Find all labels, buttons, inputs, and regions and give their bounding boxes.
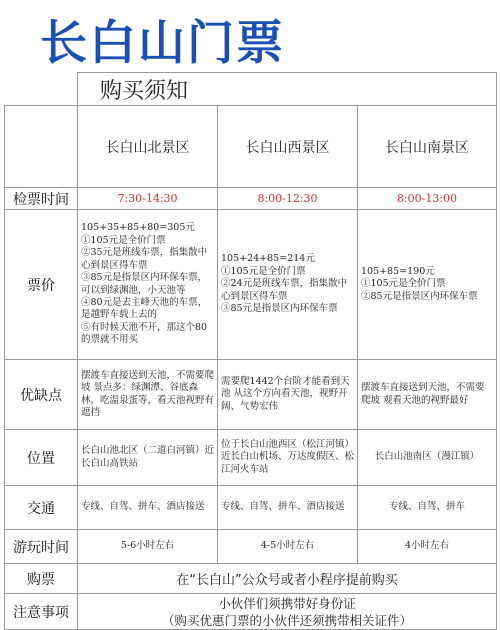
price-north-line: ③85元是指景区内环保车票，可以到绿渊池，小天池等 (81, 272, 208, 296)
blank-corner (5, 73, 78, 106)
ticket-info-table (4, 72, 497, 630)
pros-north: 摆渡车直接送到天池，不需要爬坡 景点多：绿渊潭、谷底森林，吃温泉蛋等，看天池视野有遮挡 (78, 360, 218, 430)
transport-south: 专线、自驾、拼车 (358, 486, 497, 530)
price-row (5, 210, 497, 360)
price-north (78, 210, 218, 360)
price-south-line: 105+85=190元 (361, 265, 435, 277)
price-north-line: ⑤有时候天池不开，那这个80的票就不用买 (81, 321, 208, 346)
page-title: 长白山门票 (40, 16, 285, 71)
duration-row (5, 530, 497, 564)
price-north-line: ④80元是去主峰天池的车票，是越野车载上去的 (81, 296, 208, 321)
area-header-row (5, 106, 497, 188)
transport-west: 专线、自驾、拼车、酒店接送 (218, 486, 358, 530)
price-west-line: ③85元是指景区内环保车票 (221, 303, 338, 315)
checkin-south: 8:00-13:00 (358, 188, 497, 210)
price-north-line: ①105元是全价门票 (81, 234, 166, 246)
price-north-line: ②35元是班线车票，指集散中心到景区得车票 (81, 247, 208, 271)
area-north: 长白山北景区 (78, 106, 218, 188)
transport-row (5, 486, 497, 530)
checkin-north: 7:30-14:30 (78, 188, 218, 210)
pros-row (5, 360, 497, 430)
duration-south: 4小时左右 (358, 530, 497, 564)
location-row (5, 430, 497, 486)
price-south-line: ②85元是指景区内环保车票 (361, 290, 478, 302)
blank-header-cell (5, 106, 78, 188)
buy-row (5, 564, 497, 594)
notes-text (78, 594, 497, 630)
buy-instructions: 在“长白山”公众号或者小程序提前购买 (78, 564, 497, 594)
checkin-west: 8:00-12:30 (218, 188, 358, 210)
buy-label: 购票 (5, 564, 78, 594)
checkin-row (5, 188, 497, 210)
checkin-label: 检票时间 (5, 188, 78, 210)
pros-label: 优缺点 (5, 360, 78, 430)
notes-line: 小伙伴们须携带好身份证 (218, 595, 356, 611)
price-west-line: ②24元是班线车票，指集散中心到景区得车票 (221, 278, 348, 302)
price-west (218, 210, 358, 360)
transport-label: 交通 (5, 486, 78, 530)
duration-label: 游玩时间 (5, 530, 78, 564)
notice-heading-row (5, 73, 497, 106)
price-south (358, 210, 497, 360)
notice-heading: 购买须知 (78, 73, 497, 106)
duration-west: 4-5小时左右 (218, 530, 358, 564)
pros-west: 需要爬1442个台阶才能看到天池 从这个方向看天池，视野开阔、气势宏伟 (218, 360, 358, 430)
price-west-line: 105+24+85=214元 (221, 253, 315, 265)
area-west: 长白山西景区 (218, 106, 358, 188)
price-south-line: ①105元是全价门票 (361, 278, 446, 290)
notes-label: 注意事项 (5, 594, 78, 630)
location-north: 长白山池北区（二道白河镇）近长白山高铁站 (78, 430, 218, 486)
price-north-line: 105+35+85+80=305元 (81, 222, 195, 234)
price-label: 票价 (5, 210, 78, 360)
location-west: 位于长白山池西区（松江河镇）近长白山机场、万达度假区、松江河火车站 (218, 430, 358, 486)
duration-north: 5-6小时左右 (78, 530, 218, 564)
notes-line: （购买优惠门票的小伙伴还须携带相关证件） (162, 612, 413, 628)
area-south: 长白山南景区 (358, 106, 497, 188)
location-south: 长白山池南区（漫江镇） (358, 430, 497, 486)
transport-north: 专线、自驾、拼车、酒店接送 (78, 486, 218, 530)
notes-row (5, 594, 497, 630)
location-label: 位置 (5, 430, 78, 486)
price-west-line: ①105元是全价门票 (221, 265, 306, 277)
pros-south: 摆渡车直接送到天池，不需要爬坡 观看天池的视野最好 (358, 360, 497, 430)
